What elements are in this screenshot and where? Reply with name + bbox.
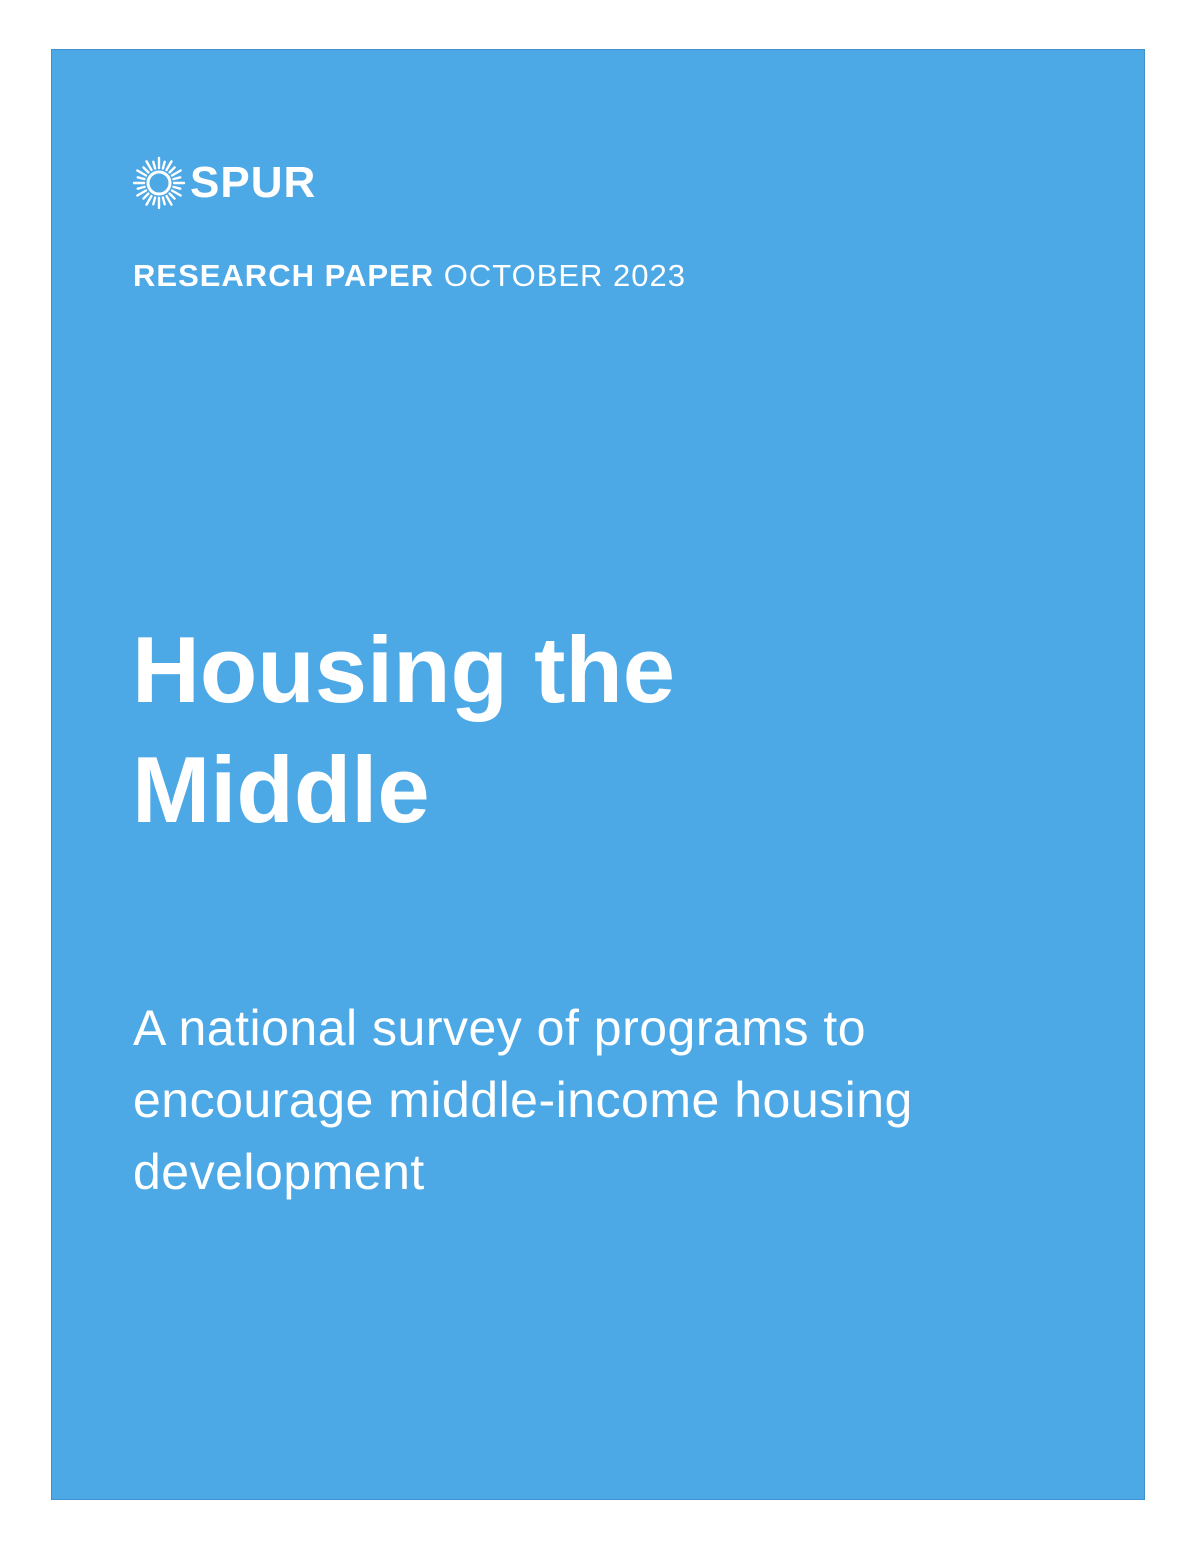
sunburst-ray bbox=[138, 187, 145, 189]
sunburst-ray bbox=[137, 171, 146, 176]
subtitle-line: encourage middle-income housing bbox=[133, 1072, 913, 1128]
brand-name: SPUR bbox=[190, 158, 317, 207]
spur-logo bbox=[132, 154, 316, 212]
sunburst-ray bbox=[173, 187, 180, 189]
sunburst-ray bbox=[147, 196, 152, 205]
sunburst-ray bbox=[143, 167, 148, 172]
sunburst-ray bbox=[163, 162, 165, 169]
title-line: Middle bbox=[132, 737, 430, 842]
page-subtitle bbox=[133, 992, 1113, 1208]
sunburst-ray bbox=[143, 194, 148, 199]
subtitle-line: development bbox=[133, 1144, 425, 1200]
sunburst-ray bbox=[170, 194, 175, 199]
sunburst-icon bbox=[132, 156, 186, 210]
report-kicker bbox=[133, 256, 686, 296]
sunburst-ray bbox=[138, 177, 145, 179]
report-type-label: RESEARCH PAPER bbox=[133, 258, 435, 293]
sunburst-ray bbox=[172, 171, 181, 176]
sunburst-ray bbox=[137, 191, 146, 196]
sunburst-ray bbox=[170, 167, 175, 172]
sunburst-ray bbox=[153, 197, 155, 204]
sunburst-ray bbox=[172, 191, 181, 196]
page-title bbox=[132, 610, 1092, 850]
sunburst-ray bbox=[163, 197, 165, 204]
sunburst-ray bbox=[173, 177, 180, 179]
sunburst-ray bbox=[167, 196, 172, 205]
sunburst-ray bbox=[167, 161, 172, 170]
subtitle-line: A national survey of programs to bbox=[133, 1000, 867, 1056]
sunburst-ray bbox=[147, 161, 152, 170]
sunburst-ray bbox=[153, 162, 155, 169]
title-line: Housing the bbox=[132, 617, 676, 722]
report-date: OCTOBER 2023 bbox=[443, 258, 687, 293]
cover-panel bbox=[51, 49, 1145, 1500]
